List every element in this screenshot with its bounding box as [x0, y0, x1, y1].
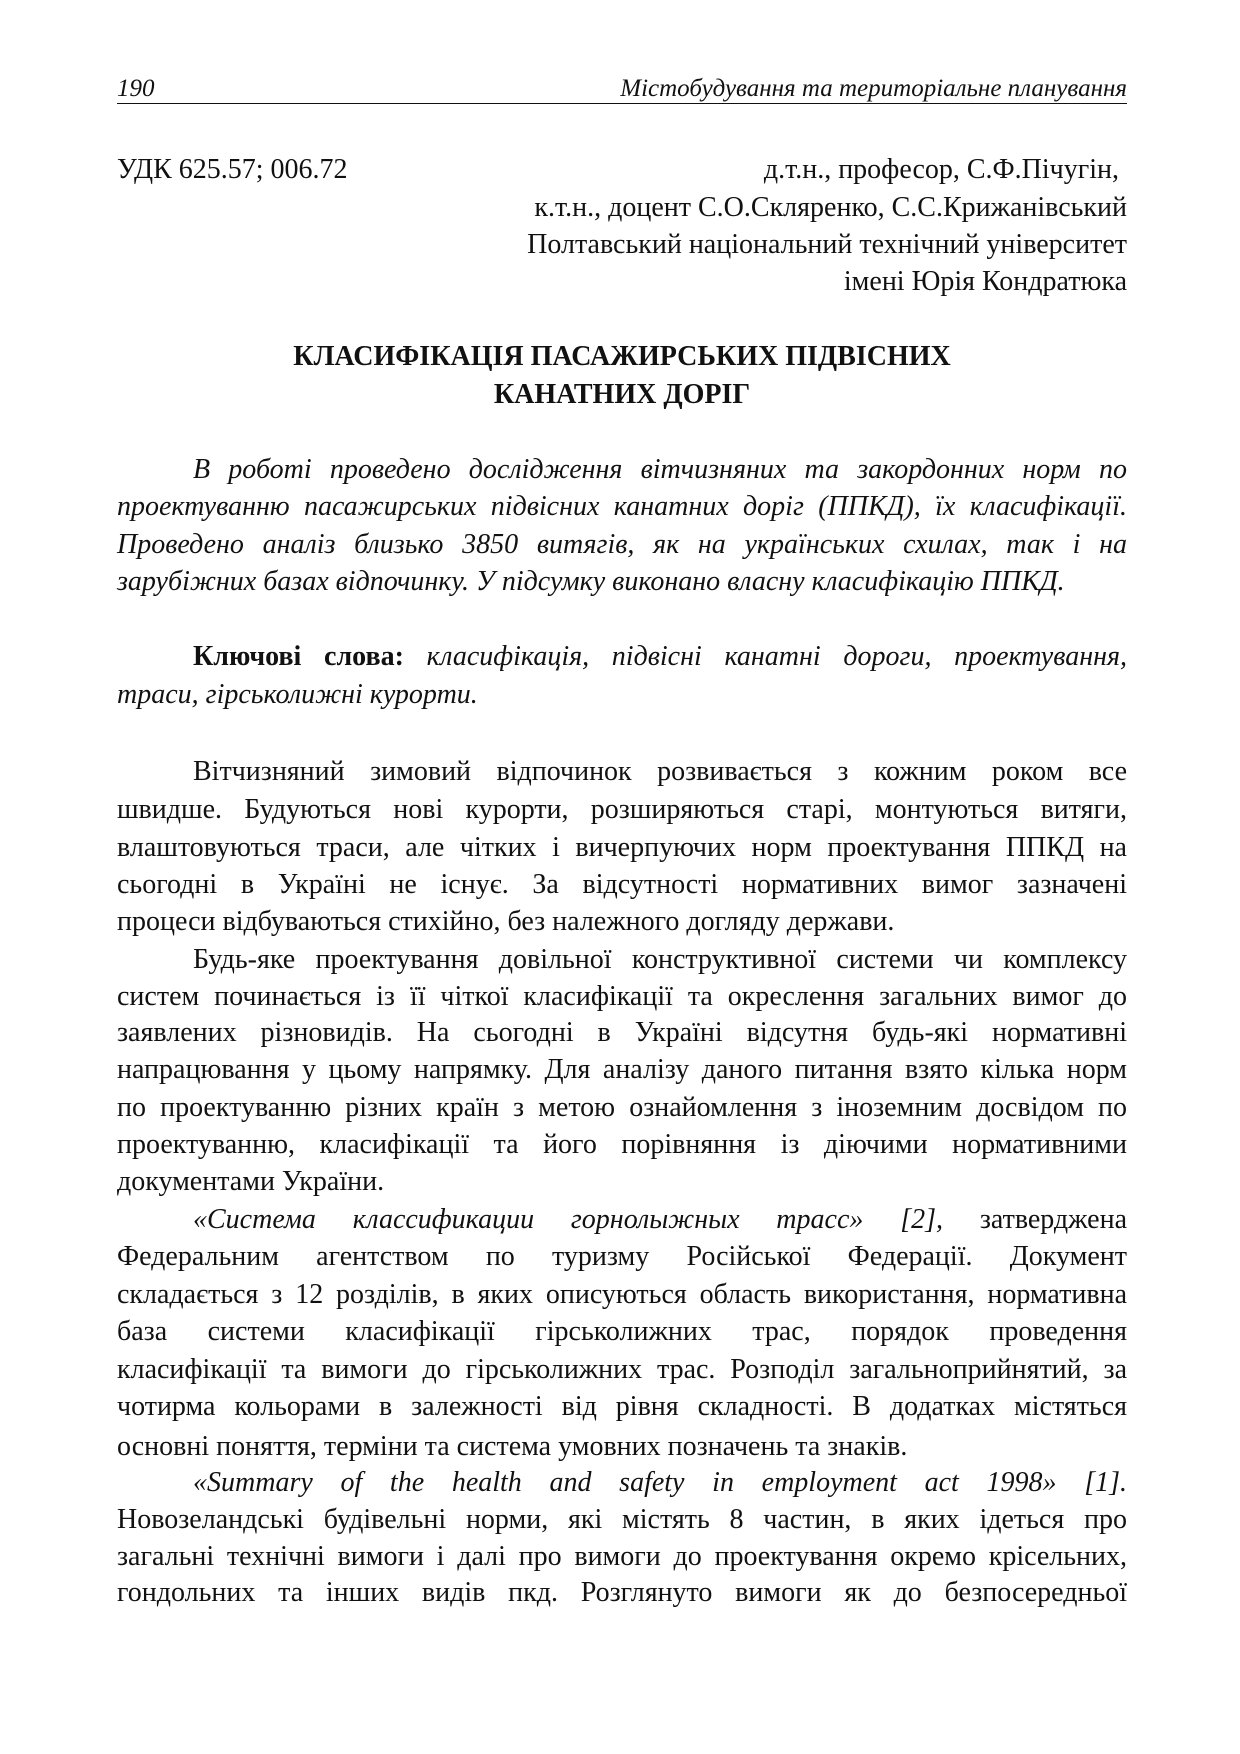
body-line: класифікації та вимоги до гірськолижних трас. Розподіл загальноприйнятий, за [117, 1354, 1127, 1385]
keywords-line [193, 638, 1127, 675]
body-line: Будь-яке проектування довільної конструктивної системи чи комплексу [193, 944, 1127, 975]
body-line: Вітчизняний зимовий відпочинок розвивається з кожним роком все [193, 756, 1127, 787]
body-line: Новозеландські будівельні норми, які містять 8 частин, в яких ідеться про [117, 1504, 1127, 1535]
body-line: напрацювання у цьому напрямку. Для аналізу даного питання взято кілька норм [117, 1054, 1127, 1085]
body-line: загальні технічні вимоги і далі про вимоги до проектування окремо крісельних, [117, 1541, 1127, 1572]
body-line: влаштовуються траси, але чітких і вичерпуючих норм проектування ППКД на [117, 832, 1127, 863]
abstract-line: зарубіжних базах відпочинку. У підсумку виконано власну класифікацію ППКД. [117, 566, 1065, 597]
udk-code: УДК 625.57; 006.72 [117, 154, 348, 185]
body-text: затверджена [979, 1204, 1127, 1235]
body-line: швидше. Будуються нові курорти, розширяються старі, монтуються витяги, [117, 794, 1127, 825]
body-line: процеси відбуваються стихійно, без належного догляду держави. [117, 906, 895, 937]
author-line: к.т.н., доцент С.О.Скляренко, С.С.Крижанівський [534, 192, 1127, 223]
keywords-label: Ключові слова: [193, 641, 404, 672]
abstract-line: проектуванню пасажирських підвісних канатних доріг (ППКД), їх класифікації. [117, 491, 1127, 522]
body-line: систем починається із її чіткої класифікації та окреслення загальних вимог до [117, 981, 1127, 1012]
abstract-line: В роботі проведено дослідження вітчизняних та закордонних норм по [193, 454, 1127, 485]
title-line: КЛАСИФІКАЦІЯ ПАСАЖИРСЬКИХ ПІДВІСНИХ [293, 341, 951, 372]
keywords-list: класифікація, підвісні канатні дороги, проектування, [426, 641, 1127, 672]
body-line: складається з 12 розділів, в яких описуються область використання, нормативна [117, 1279, 1127, 1310]
body-line: основні поняття, терміни та система умовних позначень та знаків. [117, 1431, 908, 1462]
body-line: гондольних та інших видів пкд. Розглянуто вимоги як до безпосередньої [117, 1577, 1127, 1608]
body-line: сьогодні в Україні не існує. За відсутності нормативних вимог зазначені [117, 869, 1127, 900]
title-line: КАНАТНИХ ДОРІГ [493, 379, 751, 410]
body-line: база системи класифікації гірськолижних трас, порядок проведення [117, 1316, 1127, 1347]
body-line: Федеральним агентством по туризму Російської Федерації. Документ [117, 1241, 1127, 1272]
cited-document: «Summary of the health and safety in employment act 1998» [1]. [193, 1467, 1127, 1498]
author-line: д.т.н., професор, С.Ф.Пічугін, [763, 154, 1119, 185]
abstract-line: Проведено аналіз близько 3850 витягів, як на українських схилах, так і на [117, 529, 1127, 560]
affiliation-line: Полтавський національний технічний університет [527, 229, 1127, 260]
body-line [193, 1201, 1127, 1238]
page-number: 190 [117, 75, 155, 102]
body-line: чотирма кольорами в залежності від рівня складності. В додатках містяться [117, 1391, 1127, 1422]
journal-title: Містобудування та територіальне планування [620, 75, 1127, 102]
header-rule [117, 103, 1127, 104]
affiliation-line: імені Юрія Кондратюка [843, 266, 1127, 297]
body-line: документами України. [117, 1166, 385, 1197]
body-line: заявлених різновидів. На сьогодні в Україні відсутня будь-які нормативні [117, 1017, 1127, 1048]
keywords-line: траси, гірськолижні курорти. [117, 679, 478, 710]
cited-document: «Система классификации горнолыжных трасс» [2], [193, 1204, 943, 1235]
body-line: по проектуванню різних країн з метою ознайомлення з іноземним досвідом по [117, 1092, 1127, 1123]
body-line: проектуванню, класифікації та його порівняння із діючими нормативними [117, 1129, 1127, 1160]
